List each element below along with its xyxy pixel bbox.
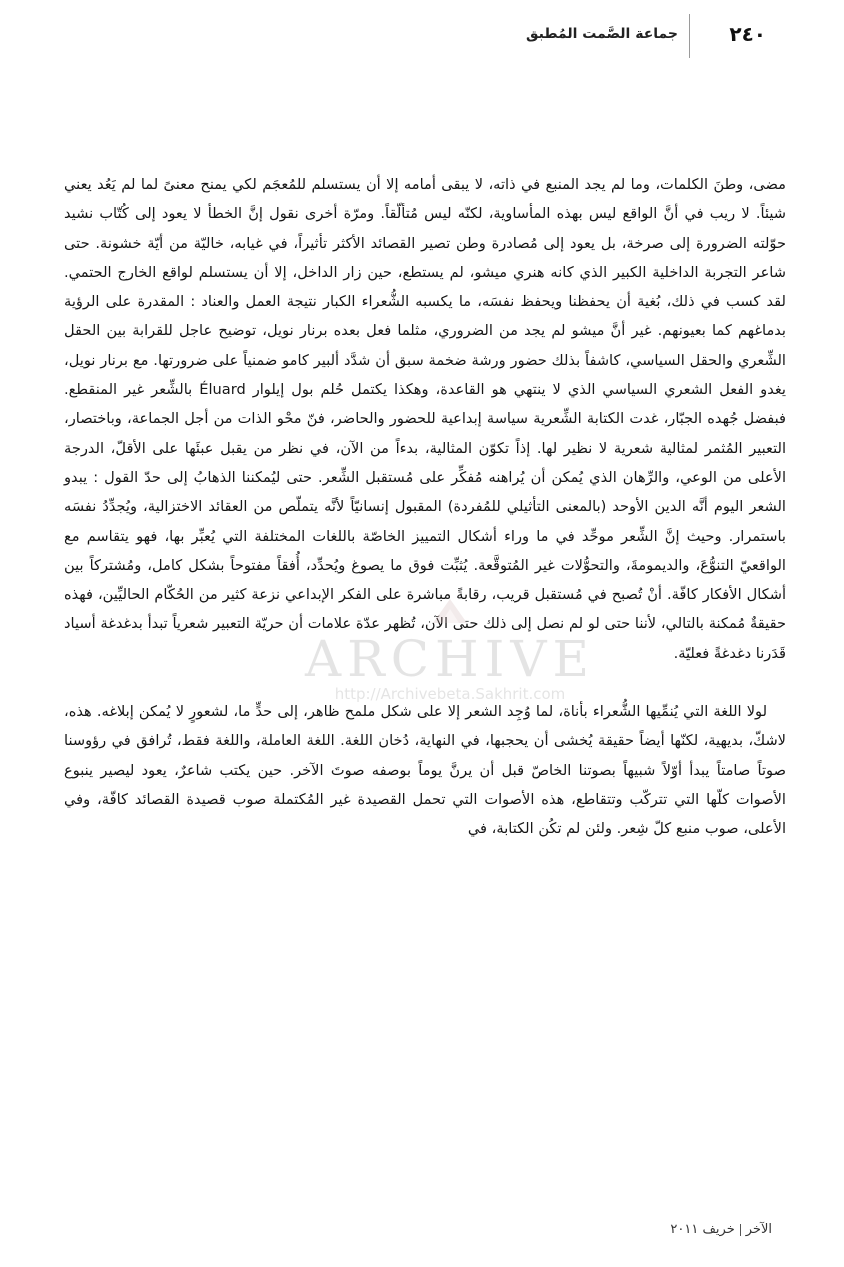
watermark-url: http://Archivebeta.Sakhrit.com [334,685,566,703]
page-header [60,14,780,58]
paragraph-2: لولا اللغة التي يُنمِّيها الشُّعراء بأناة، لما وُجِد الشعر إلا على شكل ملمح ظاهر، إلى حدٍّ ما، لشعورٍ لا يُمكن إبلاغه. هذه، لاشكّ، بديهية، لكنّها أيضاً حقيقة يُخشى أن يحجبها، في النهاية، دُخان اللغة. اللغة العاملة، واللغة فقط، تُرافق في رؤوسنا صوتاً صامتاً يبدأ أوّلاً شبيهاً بصوتنا الخاصّ قبل أن يرنَّ يوماً بوصفه صوتَ الآخر. حين يكتب شاعرٌ، يعود ليصير ينبوع الأصوات كلّها التي تتركّب وتتقاطع، هذه الأصوات التي تحمل القصيدة غير المُكتملة صوب قصيدة القصائد كافّة، وفي الأعلى، صوب منبع كلّ شِعر. ولئن لم تكُن الكتابة، في [64,703,786,838]
watermark-brand: ARCHIVE [305,630,595,688]
footer-issue: خريف ٢٠١١ [670,1222,735,1237]
page-footer [670,1222,772,1237]
paragraph-1: مضى، وطنَ الكلمات، وما لم يجد المنبع في ذاته، لا يبقى أمامه إلا أن يستسلم للمُعجَم لكي يمنح معنىً لما لم يَعُد يعني شيئاً. لا ريب في أنَّ الواقع ليس بهذه المأساوية، لكنّه ليس مُتألّقاً. ومرّة أخرى نقول إنَّ الخطأ لا يعود إلى كُتّاب نشيد حوّلته الضرورة إلى صرخة، بل يعود إلى مُصادرة وطن تصير القصائد الأكثر تأثيراً، في غيابه، خاليّة من أيّة خشونة. حتى شاعر التجربة الداخلية الكبير الذي كانه هنري ميشو، لم يستطع، حين زار الداخل، إلا أن يستسلم لواقع الخارج الحتمي. لقد كسب في ذلك، بُغية أن يحفظنا ويحفظ نفسَه، ما يكسبه الشُّعراء الكبار نتيجة العمل والعناد : المقدرة على الرؤية بدماغهم كما بعيونهم. غير أنَّ ميشو لم يجد من الضروري، مثلما فعل بعده برنار نويل، توضيح عاجل للقرابة بين الحقل الشِّعري والحقل السياسي، كاشفاً بذلك حضور ورشة ضخمة سبق أن شدَّد ألبير كامو ضمنياً على ضرورتها. مع برنار نويل، يغدو الفعل الشعري السياسي الذي لا ينتهي هو القاعدة، وهكذا يكتمل حُلم بول إيلوار Éluard بالشِّعر غير المنقطع. فبفضل جُهده الجبّار، غدت الكتابة الشِّعرية سياسة إبداعية للحضور والحاضر، فنّ محْو الذات من أجل الجماعة، وباختصار، التعبير المُثمر لمثالية شعرية لا نظير لها. إذاً تكوّن المثالية، بدءاً من الآن، في نظر من يقبل عبئَها على الأقلّ، الدرجة الأعلى من الوعي، والرِّهان الذي يُمكن أن يُراهنه مُفكِّر على مُستقبل الشِّعر. حتى ليُمكننا الذهابُ إلى حدّ القول : يبدو الشعر اليوم أنَّه الدين الأوحد (بالمعنى التأثيلي للمُفردة) المقبول إنسانيّاً لأنَّه يتملّص من العقائد الاختزالية، ويُجدِّدُ نفسَه باستمرار. وحيث إنَّ الشِّعر موحِّد في ما وراء أشكال التمييز الخاصّة باللغات المختلفة التي يُعبِّر بها، فهو يتقاسم مع الواقعيّ التنوُّعَ، والديمومةَ، والتحوُّلات غير المُتوقَّعة. يُثبِّت فوق ما يصوغ ويُحدِّد، أُفقاً مفتوحاً بشكل كامل، ومُشتركاً بين أشكال الأفكار كافّة. أنْ تُصبح في مُستقبل قريب، رقابةً مباشرة على الفكر الإبداعي نزعة كثير من الحُكّام الحاليِّين، فهذه حقيقةٌ مُمكنة بالتالي، لأننا حتى لو لم نصل إلى ذلك حتى الآن، تُظهر عدّة علامات أن حريّة التعبير شعرياً تبدأ بدغدغة أسياد قَدَرنا دغدغةً فعليّة. [64,176,786,662]
page-number: ٢٤٠ [729,22,766,46]
article-body [64,170,786,844]
header-divider [689,14,690,58]
running-title: جماعة الصَّمت المُطبق [525,26,678,42]
footer-section: الآخر [745,1222,772,1237]
footer-divider [740,1224,741,1236]
